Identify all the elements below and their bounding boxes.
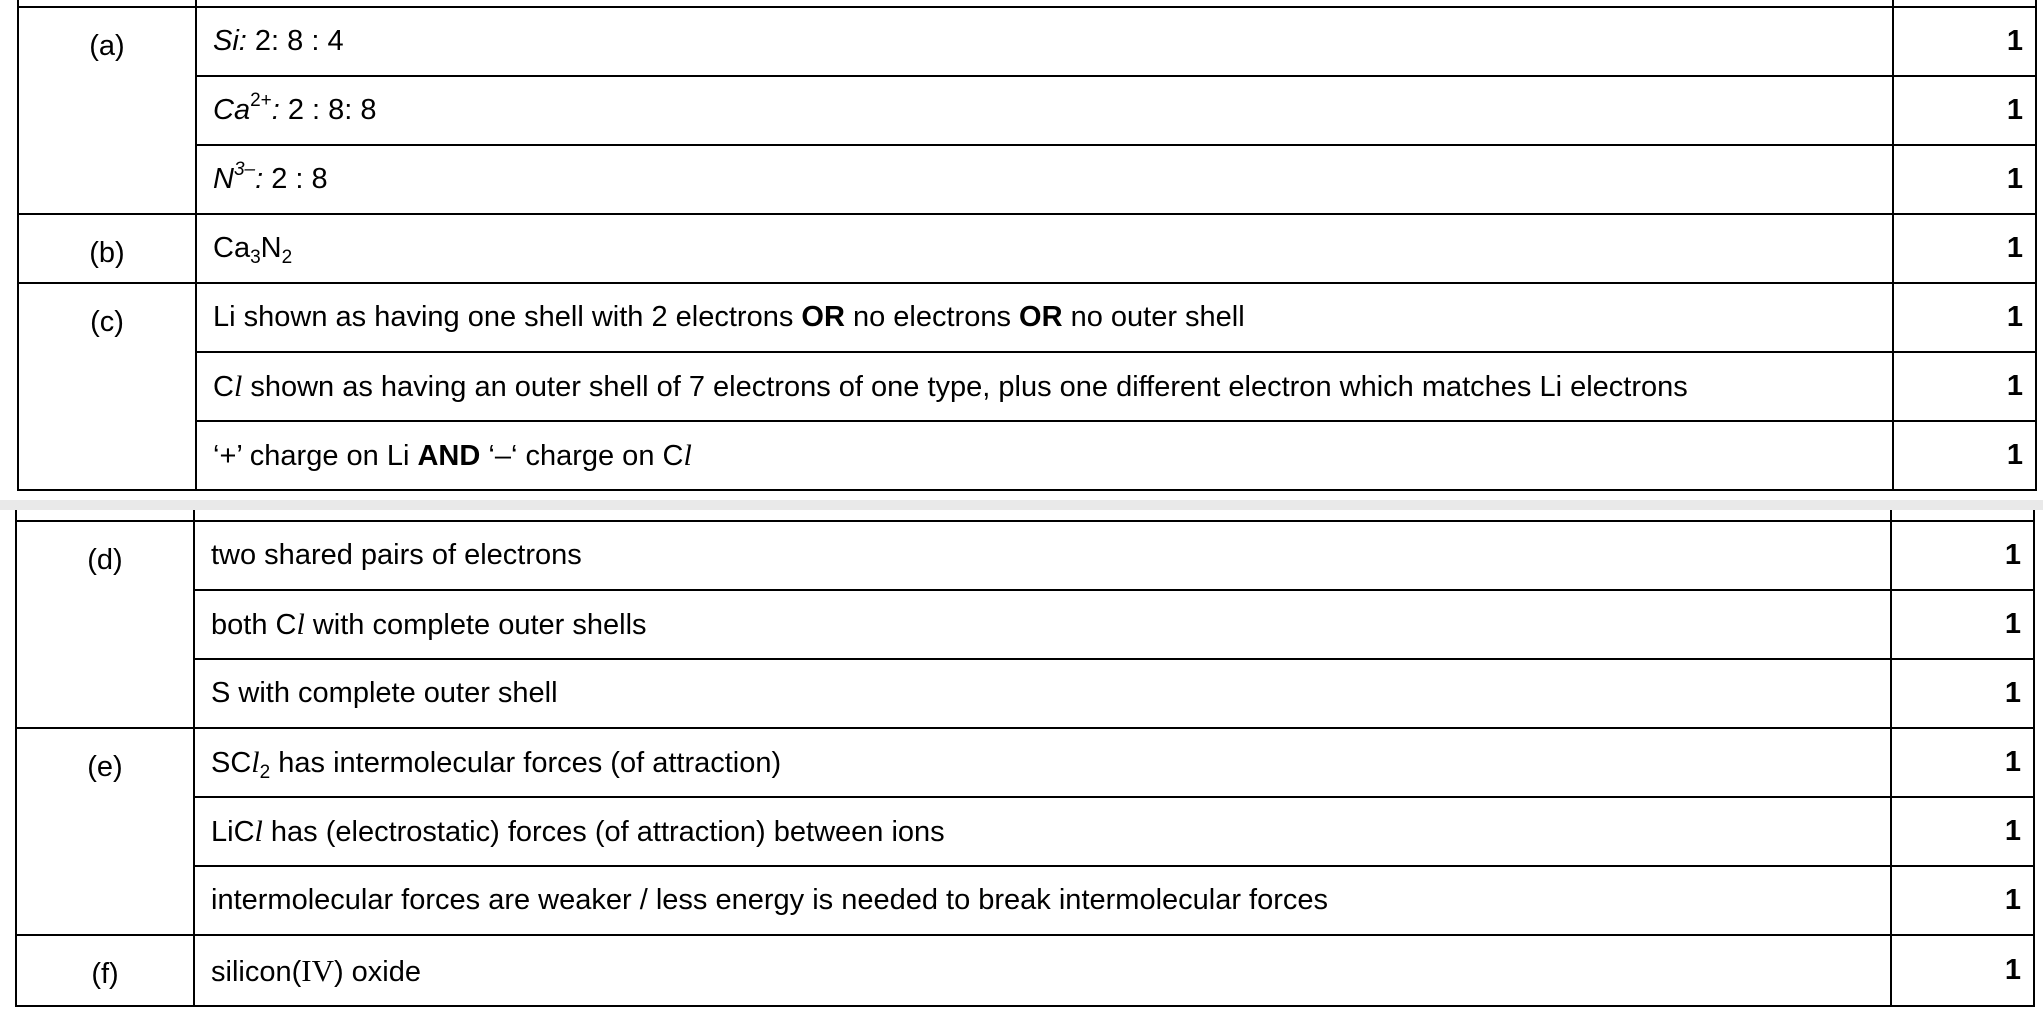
answer-cell: S with complete outer shell [194,659,1891,728]
mark-value: 1 [1891,590,2034,659]
answer-cell: LiCl has (electrostatic) forces (of attraction) between ions [194,797,1891,866]
answer-cell: $Ca^{2+}$: 2 : 8: 8 [196,76,1893,145]
answer-cell: SCl$_2$ has intermolecular forces (of attraction) [194,728,1891,797]
mark-value: 1 [1893,7,2036,76]
answer-cell: $Ca_3N_2$ [196,214,1893,283]
mark-scheme-table-part-2 [15,510,2035,1007]
mark-scheme-table-part-1 [17,0,2037,491]
table-row [16,590,2034,659]
table-row [18,7,2036,76]
mark-value: 1 [1893,352,2036,421]
header-stub-row [18,0,2036,7]
mark-value: 1 [1893,145,2036,214]
mark-value: 1 [1893,421,2036,490]
table-row [16,728,2034,797]
question-part-label: (c) [18,283,196,490]
answer-cell: two shared pairs of electrons [194,521,1891,590]
mark-value: 1 [1891,728,2034,797]
question-part-label: (b) [18,214,196,283]
question-part-label: (e) [16,728,194,935]
table-row [16,866,2034,935]
answer-cell: Si: 2: 8 : 4 [196,7,1893,76]
answer-cell: ‘+’ charge on Li AND ‘–‘ charge on Cl [196,421,1893,490]
page-break-band [0,500,2043,510]
answer-cell: Cl shown as having an outer shell of 7 electrons of one type, plus one different electron which matches Li electrons [196,352,1893,421]
question-part-label: (f) [16,935,194,1006]
table-row [18,352,2036,421]
mark-value: 1 [1891,866,2034,935]
answer-cell: silicon(IV) oxide [194,935,1891,1006]
mark-value: 1 [1891,659,2034,728]
table-row [18,283,2036,352]
mark-value: 1 [1893,283,2036,352]
mark-value: 1 [1891,935,2034,1006]
table-row [16,935,2034,1006]
mark-value: 1 [1893,76,2036,145]
question-part-label: (d) [16,521,194,728]
mark-value: 1 [1891,521,2034,590]
table-row [18,421,2036,490]
table-row [16,797,2034,866]
table-row [16,521,2034,590]
mark-value: 1 [1891,797,2034,866]
table-row [16,659,2034,728]
answer-cell: intermolecular forces are weaker / less energy is needed to break intermolecular forces [194,866,1891,935]
answer-cell: both Cl with complete outer shells [194,590,1891,659]
answer-cell: $N^{3-}$: 2 : 8 [196,145,1893,214]
table-row [18,214,2036,283]
table-row [18,76,2036,145]
continuation-stub-row [16,510,2034,521]
mark-value: 1 [1893,214,2036,283]
answer-cell: Li shown as having one shell with 2 electrons OR no electrons OR no outer shell [196,283,1893,352]
table-row [18,145,2036,214]
question-part-label: (a) [18,7,196,214]
